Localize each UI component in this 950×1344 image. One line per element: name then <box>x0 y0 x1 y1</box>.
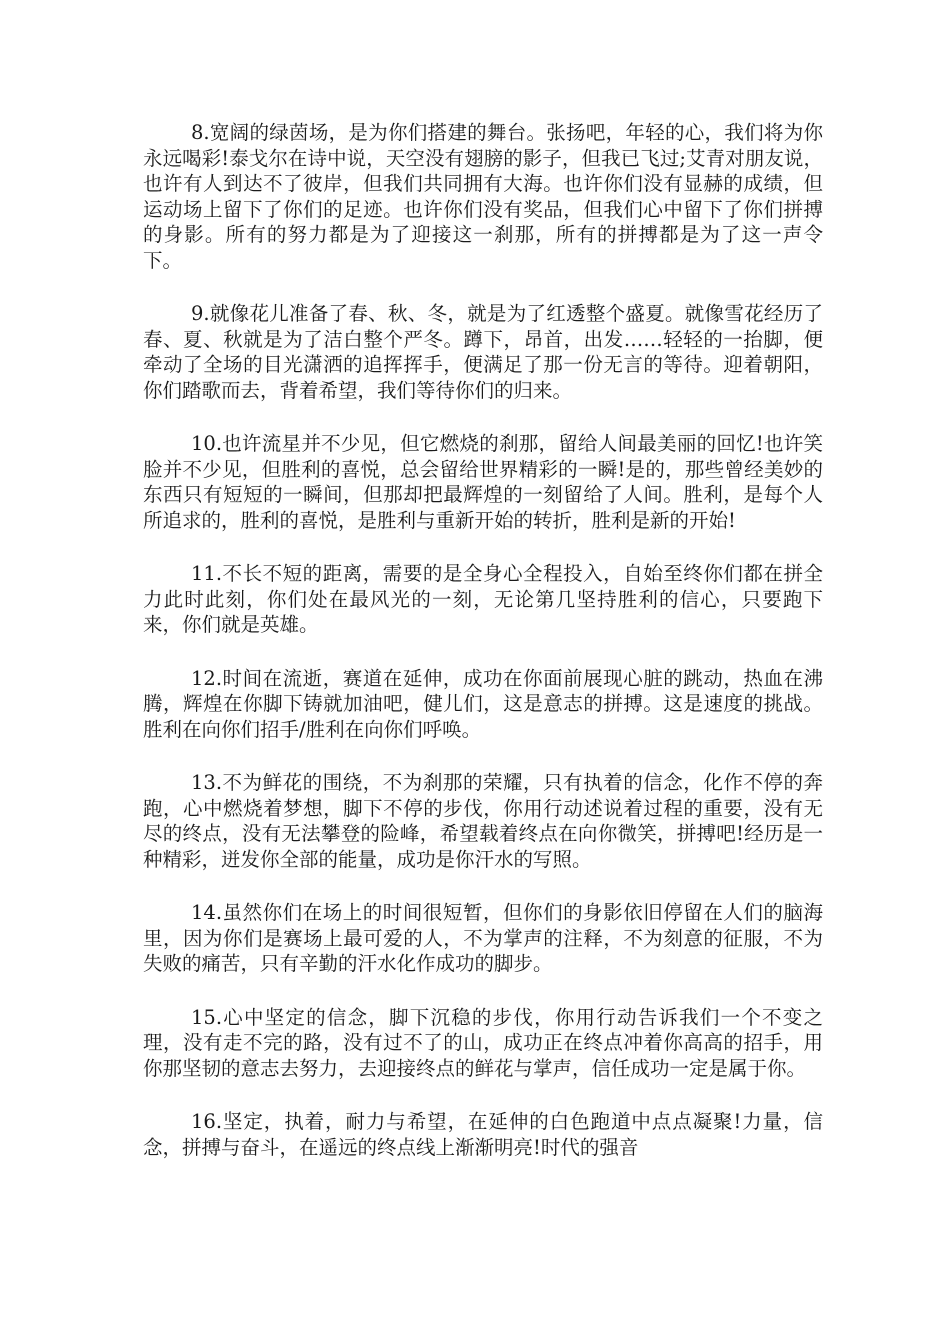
paragraph-8: 8.宽阔的绿茵场，是为你们搭建的舞台。张扬吧，年轻的心，我们将为你永远喝彩!泰戈尔在诗中说，天空没有翅膀的影子，但我已飞过;艾青对朋友说，也许有人到达不了彼岸，但我们共同拥有大海。也许你们没有显赫的成绩，但运动场上留下了你们的足迹。也许你们没有奖品，但我们心中留下了你们拼搏的身影。所有的努力都是为了迎接这一刹那，所有的拼搏都是为了这一声令下。 <box>143 121 823 272</box>
document-body <box>143 120 823 1188</box>
paragraph-14: 14.虽然你们在场上的时间很短暂，但你们的身影依旧停留在人们的脑海里，因为你们是赛场上最可爱的人，不为掌声的注释，不为刻意的征服，不为失败的痛苦，只有辛勤的汗水化作成功的脚步。 <box>143 901 823 975</box>
paragraph-11: 11.不长不短的距离，需要的是全身心全程投入，自始至终你们都在拼全力此时此刻，你们处在最风光的一刻，无论第几坚持胜利的信心，只要跑下来，你们就是英雄。 <box>143 562 823 636</box>
paragraph-16: 16.坚定，执着，耐力与希望，在延伸的白色跑道中点点凝聚!力量，信念，拼搏与奋斗，在遥远的终点线上渐渐明亮!时代的强音 <box>143 1110 823 1159</box>
paragraph-9: 9.就像花儿准备了春、秋、冬，就是为了红透整个盛夏。就像雪花经历了春、夏、秋就是为了洁白整个严冬。蹲下，昂首，出发……轻轻的一抬脚，便牵动了全场的目光潇洒的追挥挥手，便满足了那一份无言的等待。迎着朝阳，你们踏歌而去，背着希望，我们等待你们的归来。 <box>143 302 823 402</box>
paragraph-13: 13.不为鲜花的围绕，不为刹那的荣耀，只有执着的信念，化作不停的奔跑，心中燃烧着梦想，脚下不停的步伐，你用行动述说着过程的重要，没有无尽的终点，没有无法攀登的险峰，希望载着终点在向你微笑，拼搏吧!经历是一种精彩，迸发你全部的能量，成功是你汗水的写照。 <box>143 771 823 871</box>
paragraph-10: 10.也许流星并不少见，但它燃烧的刹那，留给人间最美丽的回忆!也许笑脸并不少见，但胜利的喜悦，总会留给世界精彩的一瞬!是的，那些曾经美妙的东西只有短短的一瞬间，但那却把最辉煌的一刻留给了人间。胜利，是每个人所追求的，胜利的喜悦，是胜利与重新开始的转折，胜利是新的开始! <box>143 432 823 532</box>
paragraph-12: 12.时间在流逝，赛道在延伸，成功在你面前展现心脏的跳动，热血在沸腾，辉煌在你脚下铸就加油吧，健儿们，这是意志的拼搏。这是速度的挑战。胜利在向你们招手/胜利在向你们呼唤。 <box>143 666 823 741</box>
paragraph-15: 15.心中坚定的信念，脚下沉稳的步伐，你用行动告诉我们一个不变之理，没有走不完的路，没有过不了的山，成功正在终点冲着你高高的招手，用你那坚韧的意志去努力，去迎接终点的鲜花与掌声，信任成功一定是属于你。 <box>143 1005 823 1080</box>
